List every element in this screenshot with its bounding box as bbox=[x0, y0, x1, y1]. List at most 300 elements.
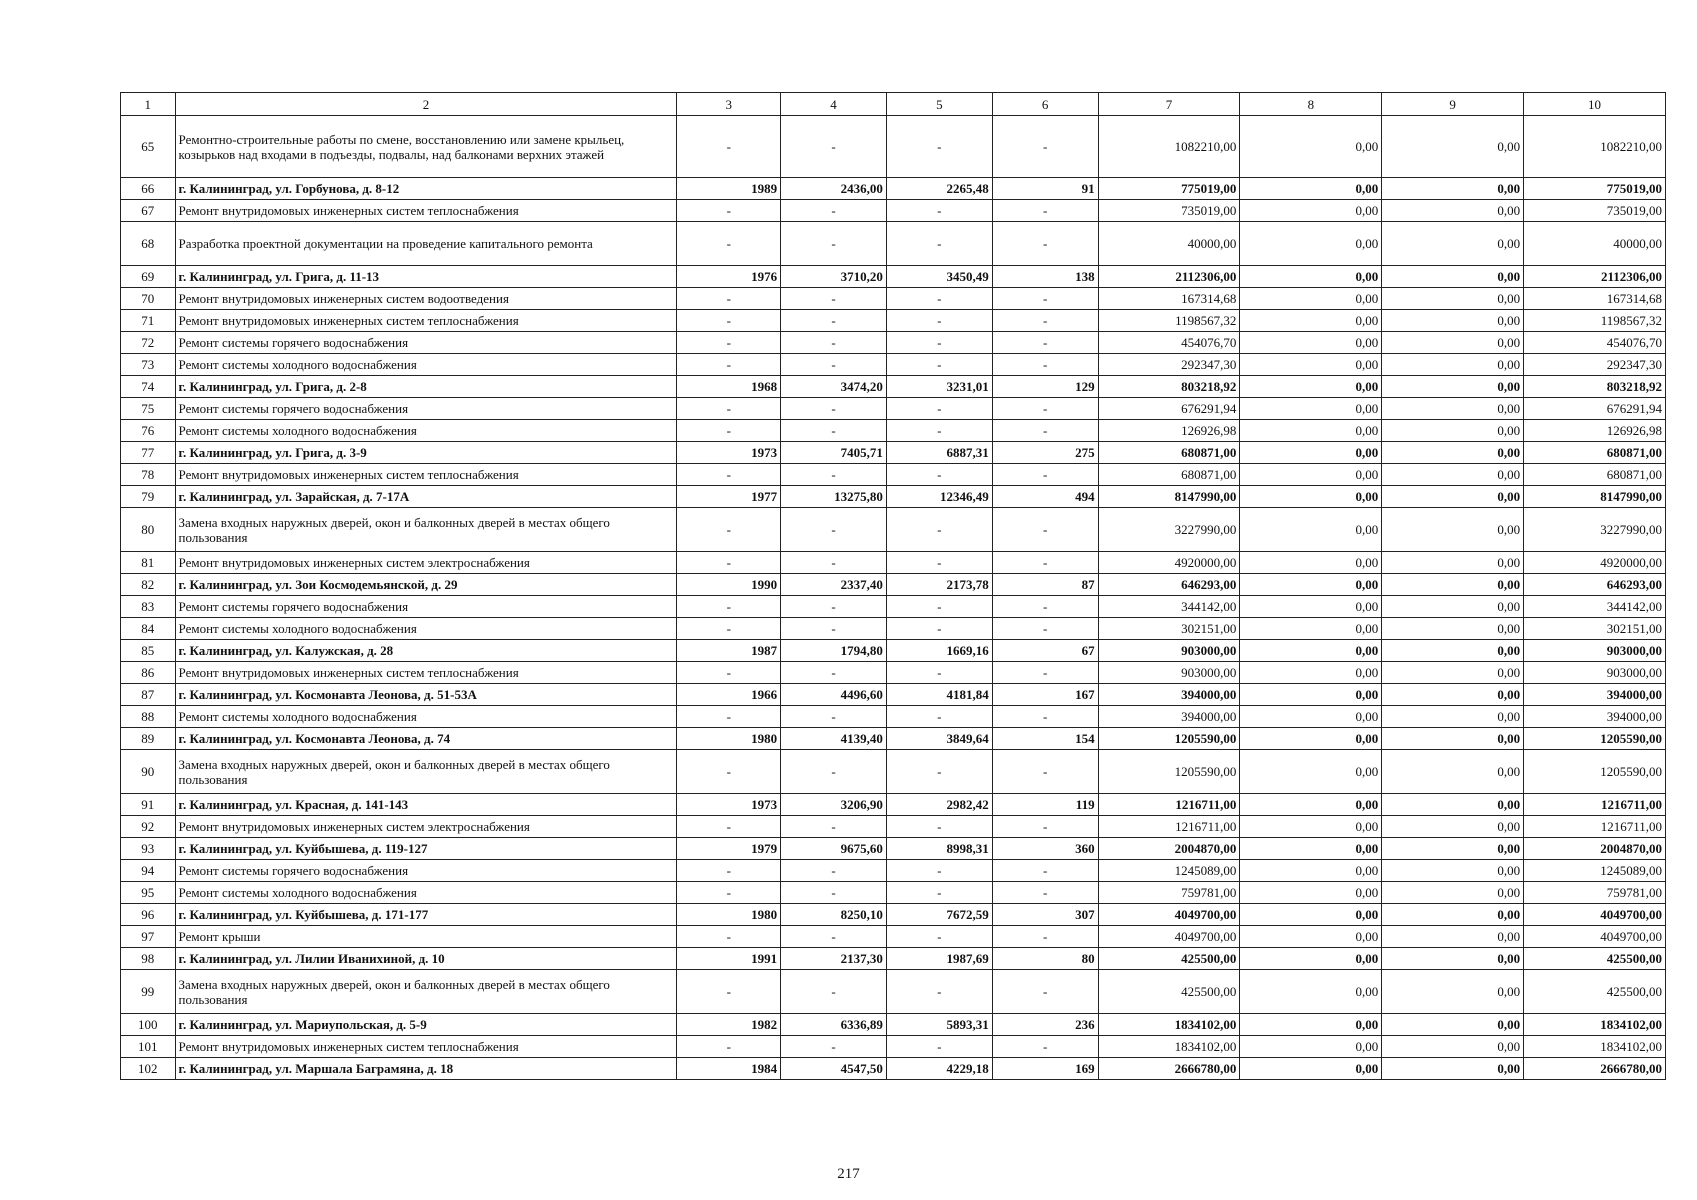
owners-funds-cell: 4049700,00 bbox=[1524, 926, 1666, 948]
area-total-cell: - bbox=[781, 116, 887, 178]
year-cell: - bbox=[677, 882, 781, 904]
fund-cell: 0,00 bbox=[1240, 1014, 1382, 1036]
budget-cell: 0,00 bbox=[1382, 904, 1524, 926]
header-cell-1: 1 bbox=[121, 93, 176, 116]
year-cell: - bbox=[677, 508, 781, 552]
residents-cell: - bbox=[992, 398, 1098, 420]
year-cell: - bbox=[677, 662, 781, 684]
row-number: 78 bbox=[121, 464, 176, 486]
fund-cell: 0,00 bbox=[1240, 618, 1382, 640]
area-living-cell: - bbox=[886, 222, 992, 266]
row-number: 66 bbox=[121, 178, 176, 200]
row-description: Ремонт внутридомовых инженерных систем теплоснабжения bbox=[175, 464, 677, 486]
row-number: 67 bbox=[121, 200, 176, 222]
residents-cell: 129 bbox=[992, 376, 1098, 398]
total-cost-cell: 394000,00 bbox=[1098, 684, 1240, 706]
row-description: г. Калининград, ул. Калужская, д. 28 bbox=[175, 640, 677, 662]
area-living-cell: - bbox=[886, 970, 992, 1014]
area-living-cell: 2173,78 bbox=[886, 574, 992, 596]
total-cost-cell: 3227990,00 bbox=[1098, 508, 1240, 552]
work-item-row bbox=[121, 332, 1666, 354]
year-cell: 1973 bbox=[677, 442, 781, 464]
area-living-cell: - bbox=[886, 116, 992, 178]
fund-cell: 0,00 bbox=[1240, 508, 1382, 552]
budget-cell: 0,00 bbox=[1382, 508, 1524, 552]
header-cell-6: 6 bbox=[992, 93, 1098, 116]
owners-funds-cell: 4920000,00 bbox=[1524, 552, 1666, 574]
residents-cell: 360 bbox=[992, 838, 1098, 860]
fund-cell: 0,00 bbox=[1240, 684, 1382, 706]
budget-cell: 0,00 bbox=[1382, 442, 1524, 464]
area-total-cell: - bbox=[781, 288, 887, 310]
fund-cell: 0,00 bbox=[1240, 596, 1382, 618]
row-number: 100 bbox=[121, 1014, 176, 1036]
area-total-cell: 4547,50 bbox=[781, 1058, 887, 1080]
total-cost-cell: 676291,94 bbox=[1098, 398, 1240, 420]
area-total-cell: - bbox=[781, 816, 887, 838]
owners-funds-cell: 1834102,00 bbox=[1524, 1036, 1666, 1058]
row-description: г. Калининград, ул. Мариупольская, д. 5-9 bbox=[175, 1014, 677, 1036]
fund-cell: 0,00 bbox=[1240, 332, 1382, 354]
area-living-cell: - bbox=[886, 1036, 992, 1058]
area-total-cell: - bbox=[781, 882, 887, 904]
address-row bbox=[121, 442, 1666, 464]
area-total-cell: - bbox=[781, 860, 887, 882]
year-cell: 1989 bbox=[677, 178, 781, 200]
area-living-cell: - bbox=[886, 706, 992, 728]
area-total-cell: - bbox=[781, 464, 887, 486]
area-living-cell: - bbox=[886, 398, 992, 420]
area-total-cell: 2337,40 bbox=[781, 574, 887, 596]
row-number: 88 bbox=[121, 706, 176, 728]
residents-cell: 67 bbox=[992, 640, 1098, 662]
work-item-row bbox=[121, 618, 1666, 640]
area-total-cell: 6336,89 bbox=[781, 1014, 887, 1036]
total-cost-cell: 735019,00 bbox=[1098, 200, 1240, 222]
address-row bbox=[121, 486, 1666, 508]
area-living-cell: - bbox=[886, 310, 992, 332]
area-living-cell: - bbox=[886, 552, 992, 574]
residents-cell: 307 bbox=[992, 904, 1098, 926]
owners-funds-cell: 1245089,00 bbox=[1524, 860, 1666, 882]
row-description: г. Калининград, ул. Грига, д. 11-13 bbox=[175, 266, 677, 288]
total-cost-cell: 1834102,00 bbox=[1098, 1014, 1240, 1036]
area-living-cell: 1669,16 bbox=[886, 640, 992, 662]
fund-cell: 0,00 bbox=[1240, 860, 1382, 882]
work-item-row bbox=[121, 860, 1666, 882]
total-cost-cell: 292347,30 bbox=[1098, 354, 1240, 376]
budget-cell: 0,00 bbox=[1382, 640, 1524, 662]
residents-cell: 275 bbox=[992, 442, 1098, 464]
budget-cell: 0,00 bbox=[1382, 860, 1524, 882]
work-item-row bbox=[121, 200, 1666, 222]
owners-funds-cell: 775019,00 bbox=[1524, 178, 1666, 200]
owners-funds-cell: 394000,00 bbox=[1524, 706, 1666, 728]
area-living-cell: - bbox=[886, 288, 992, 310]
area-living-cell: - bbox=[886, 662, 992, 684]
fund-cell: 0,00 bbox=[1240, 266, 1382, 288]
row-description: Ремонт системы горячего водоснабжения bbox=[175, 596, 677, 618]
area-living-cell: - bbox=[886, 618, 992, 640]
owners-funds-cell: 344142,00 bbox=[1524, 596, 1666, 618]
area-living-cell: - bbox=[886, 816, 992, 838]
year-cell: - bbox=[677, 860, 781, 882]
owners-funds-cell: 1198567,32 bbox=[1524, 310, 1666, 332]
total-cost-cell: 344142,00 bbox=[1098, 596, 1240, 618]
total-cost-cell: 759781,00 bbox=[1098, 882, 1240, 904]
row-number: 81 bbox=[121, 552, 176, 574]
row-description: Ремонт системы холодного водоснабжения bbox=[175, 882, 677, 904]
owners-funds-cell: 1834102,00 bbox=[1524, 1014, 1666, 1036]
budget-cell: 0,00 bbox=[1382, 926, 1524, 948]
area-living-cell: - bbox=[886, 354, 992, 376]
row-number: 77 bbox=[121, 442, 176, 464]
row-number: 102 bbox=[121, 1058, 176, 1080]
area-living-cell: 12346,49 bbox=[886, 486, 992, 508]
work-item-row bbox=[121, 1036, 1666, 1058]
fund-cell: 0,00 bbox=[1240, 948, 1382, 970]
area-living-cell: - bbox=[886, 926, 992, 948]
area-living-cell: 3849,64 bbox=[886, 728, 992, 750]
residents-cell: - bbox=[992, 882, 1098, 904]
fund-cell: 0,00 bbox=[1240, 288, 1382, 310]
total-cost-cell: 302151,00 bbox=[1098, 618, 1240, 640]
address-row bbox=[121, 838, 1666, 860]
budget-cell: 0,00 bbox=[1382, 332, 1524, 354]
work-item-row bbox=[121, 882, 1666, 904]
total-cost-cell: 903000,00 bbox=[1098, 640, 1240, 662]
fund-cell: 0,00 bbox=[1240, 464, 1382, 486]
row-description: Ремонтно-строительные работы по смене, восстановлению или замене крыльец, козырьков над входами в подъезды, подвалы, над балконами верхних этажей bbox=[175, 116, 677, 178]
residents-cell: - bbox=[992, 926, 1098, 948]
address-row bbox=[121, 1058, 1666, 1080]
year-cell: 1990 bbox=[677, 574, 781, 596]
year-cell: - bbox=[677, 552, 781, 574]
residents-cell: - bbox=[992, 596, 1098, 618]
area-total-cell: 3710,20 bbox=[781, 266, 887, 288]
residents-cell: - bbox=[992, 464, 1098, 486]
owners-funds-cell: 4049700,00 bbox=[1524, 904, 1666, 926]
year-cell: - bbox=[677, 1036, 781, 1058]
total-cost-cell: 1216711,00 bbox=[1098, 816, 1240, 838]
year-cell: 1991 bbox=[677, 948, 781, 970]
total-cost-cell: 2112306,00 bbox=[1098, 266, 1240, 288]
row-number: 94 bbox=[121, 860, 176, 882]
residents-cell: - bbox=[992, 354, 1098, 376]
row-description: Ремонт системы горячего водоснабжения bbox=[175, 860, 677, 882]
fund-cell: 0,00 bbox=[1240, 706, 1382, 728]
row-number: 86 bbox=[121, 662, 176, 684]
total-cost-cell: 4920000,00 bbox=[1098, 552, 1240, 574]
residents-cell: - bbox=[992, 1036, 1098, 1058]
year-cell: - bbox=[677, 354, 781, 376]
year-cell: 1987 bbox=[677, 640, 781, 662]
year-cell: - bbox=[677, 332, 781, 354]
area-total-cell: 8250,10 bbox=[781, 904, 887, 926]
owners-funds-cell: 1216711,00 bbox=[1524, 816, 1666, 838]
fund-cell: 0,00 bbox=[1240, 200, 1382, 222]
row-description: Ремонт системы холодного водоснабжения bbox=[175, 354, 677, 376]
fund-cell: 0,00 bbox=[1240, 794, 1382, 816]
row-number: 85 bbox=[121, 640, 176, 662]
residents-cell: 80 bbox=[992, 948, 1098, 970]
total-cost-cell: 1082210,00 bbox=[1098, 116, 1240, 178]
fund-cell: 0,00 bbox=[1240, 310, 1382, 332]
residents-cell: 154 bbox=[992, 728, 1098, 750]
year-cell: 1977 bbox=[677, 486, 781, 508]
area-total-cell: 3206,90 bbox=[781, 794, 887, 816]
total-cost-cell: 1245089,00 bbox=[1098, 860, 1240, 882]
address-row bbox=[121, 640, 1666, 662]
row-number: 71 bbox=[121, 310, 176, 332]
area-living-cell: 3450,49 bbox=[886, 266, 992, 288]
area-total-cell: 13275,80 bbox=[781, 486, 887, 508]
fund-cell: 0,00 bbox=[1240, 728, 1382, 750]
fund-cell: 0,00 bbox=[1240, 662, 1382, 684]
area-total-cell: - bbox=[781, 750, 887, 794]
year-cell: - bbox=[677, 200, 781, 222]
total-cost-cell: 1205590,00 bbox=[1098, 750, 1240, 794]
budget-cell: 0,00 bbox=[1382, 728, 1524, 750]
row-number: 93 bbox=[121, 838, 176, 860]
total-cost-cell: 4049700,00 bbox=[1098, 904, 1240, 926]
header-cell-3: 3 bbox=[677, 93, 781, 116]
fund-cell: 0,00 bbox=[1240, 222, 1382, 266]
fund-cell: 0,00 bbox=[1240, 442, 1382, 464]
header-cell-9: 9 bbox=[1382, 93, 1524, 116]
total-cost-cell: 40000,00 bbox=[1098, 222, 1240, 266]
owners-funds-cell: 680871,00 bbox=[1524, 442, 1666, 464]
total-cost-cell: 775019,00 bbox=[1098, 178, 1240, 200]
total-cost-cell: 167314,68 bbox=[1098, 288, 1240, 310]
area-total-cell: 4139,40 bbox=[781, 728, 887, 750]
row-description: Ремонт внутридомовых инженерных систем водоотведения bbox=[175, 288, 677, 310]
area-total-cell: 1794,80 bbox=[781, 640, 887, 662]
row-number: 96 bbox=[121, 904, 176, 926]
owners-funds-cell: 735019,00 bbox=[1524, 200, 1666, 222]
area-total-cell: - bbox=[781, 662, 887, 684]
row-description: г. Калининград, ул. Зои Космодемьянской, д. 29 bbox=[175, 574, 677, 596]
owners-funds-cell: 3227990,00 bbox=[1524, 508, 1666, 552]
budget-cell: 0,00 bbox=[1382, 838, 1524, 860]
address-row bbox=[121, 728, 1666, 750]
area-total-cell: - bbox=[781, 926, 887, 948]
budget-cell: 0,00 bbox=[1382, 398, 1524, 420]
budget-cell: 0,00 bbox=[1382, 618, 1524, 640]
area-total-cell: - bbox=[781, 552, 887, 574]
year-cell: - bbox=[677, 970, 781, 1014]
row-description: Ремонт внутридомовых инженерных систем электроснабжения bbox=[175, 552, 677, 574]
work-item-row bbox=[121, 222, 1666, 266]
budget-cell: 0,00 bbox=[1382, 464, 1524, 486]
residents-cell: - bbox=[992, 420, 1098, 442]
row-number: 70 bbox=[121, 288, 176, 310]
fund-cell: 0,00 bbox=[1240, 178, 1382, 200]
area-total-cell: 4496,60 bbox=[781, 684, 887, 706]
row-description: г. Калининград, ул. Лилии Иванихиной, д. 10 bbox=[175, 948, 677, 970]
area-living-cell: 7672,59 bbox=[886, 904, 992, 926]
address-row bbox=[121, 948, 1666, 970]
header-cell-7: 7 bbox=[1098, 93, 1240, 116]
area-living-cell: - bbox=[886, 882, 992, 904]
row-number: 83 bbox=[121, 596, 176, 618]
work-item-row bbox=[121, 552, 1666, 574]
row-number: 84 bbox=[121, 618, 176, 640]
residents-cell: - bbox=[992, 816, 1098, 838]
owners-funds-cell: 646293,00 bbox=[1524, 574, 1666, 596]
area-living-cell: 2265,48 bbox=[886, 178, 992, 200]
row-description: Ремонт внутридомовых инженерных систем теплоснабжения bbox=[175, 200, 677, 222]
total-cost-cell: 1198567,32 bbox=[1098, 310, 1240, 332]
budget-cell: 0,00 bbox=[1382, 574, 1524, 596]
budget-cell: 0,00 bbox=[1382, 1036, 1524, 1058]
residents-cell: 87 bbox=[992, 574, 1098, 596]
row-number: 73 bbox=[121, 354, 176, 376]
owners-funds-cell: 1205590,00 bbox=[1524, 728, 1666, 750]
fund-cell: 0,00 bbox=[1240, 486, 1382, 508]
budget-cell: 0,00 bbox=[1382, 178, 1524, 200]
work-item-row bbox=[121, 310, 1666, 332]
address-row bbox=[121, 1014, 1666, 1036]
owners-funds-cell: 394000,00 bbox=[1524, 684, 1666, 706]
row-description: г. Калининград, ул. Горбунова, д. 8-12 bbox=[175, 178, 677, 200]
owners-funds-cell: 292347,30 bbox=[1524, 354, 1666, 376]
residents-cell: - bbox=[992, 618, 1098, 640]
area-total-cell: - bbox=[781, 420, 887, 442]
fund-cell: 0,00 bbox=[1240, 926, 1382, 948]
work-item-row bbox=[121, 706, 1666, 728]
budget-cell: 0,00 bbox=[1382, 310, 1524, 332]
row-description: Ремонт системы горячего водоснабжения bbox=[175, 332, 677, 354]
table-header bbox=[121, 93, 1666, 116]
area-living-cell: 1987,69 bbox=[886, 948, 992, 970]
owners-funds-cell: 1216711,00 bbox=[1524, 794, 1666, 816]
total-cost-cell: 8147990,00 bbox=[1098, 486, 1240, 508]
row-description: г. Калининград, ул. Красная, д. 141-143 bbox=[175, 794, 677, 816]
total-cost-cell: 1834102,00 bbox=[1098, 1036, 1240, 1058]
owners-funds-cell: 2112306,00 bbox=[1524, 266, 1666, 288]
area-total-cell: - bbox=[781, 222, 887, 266]
total-cost-cell: 126926,98 bbox=[1098, 420, 1240, 442]
area-total-cell: - bbox=[781, 1036, 887, 1058]
fund-cell: 0,00 bbox=[1240, 354, 1382, 376]
fund-cell: 0,00 bbox=[1240, 904, 1382, 926]
area-living-cell: - bbox=[886, 464, 992, 486]
row-description: г. Калининград, ул. Грига, д. 2-8 bbox=[175, 376, 677, 398]
row-number: 99 bbox=[121, 970, 176, 1014]
area-total-cell: - bbox=[781, 398, 887, 420]
address-row bbox=[121, 794, 1666, 816]
residents-cell: - bbox=[992, 310, 1098, 332]
owners-funds-cell: 454076,70 bbox=[1524, 332, 1666, 354]
budget-cell: 0,00 bbox=[1382, 552, 1524, 574]
row-description: Ремонт внутридомовых инженерных систем теплоснабжения bbox=[175, 310, 677, 332]
budget-cell: 0,00 bbox=[1382, 486, 1524, 508]
row-number: 87 bbox=[121, 684, 176, 706]
fund-cell: 0,00 bbox=[1240, 838, 1382, 860]
work-item-row bbox=[121, 288, 1666, 310]
owners-funds-cell: 759781,00 bbox=[1524, 882, 1666, 904]
row-number: 69 bbox=[121, 266, 176, 288]
work-item-row bbox=[121, 816, 1666, 838]
row-number: 90 bbox=[121, 750, 176, 794]
year-cell: 1982 bbox=[677, 1014, 781, 1036]
residents-cell: 91 bbox=[992, 178, 1098, 200]
row-description: г. Калининград, ул. Космонавта Леонова, д. 51-53А bbox=[175, 684, 677, 706]
total-cost-cell: 646293,00 bbox=[1098, 574, 1240, 596]
total-cost-cell: 425500,00 bbox=[1098, 970, 1240, 1014]
total-cost-cell: 1205590,00 bbox=[1098, 728, 1240, 750]
area-living-cell: - bbox=[886, 200, 992, 222]
owners-funds-cell: 903000,00 bbox=[1524, 662, 1666, 684]
area-living-cell: - bbox=[886, 860, 992, 882]
budget-cell: 0,00 bbox=[1382, 750, 1524, 794]
budget-cell: 0,00 bbox=[1382, 882, 1524, 904]
residents-cell: - bbox=[992, 508, 1098, 552]
residents-cell: - bbox=[992, 970, 1098, 1014]
area-total-cell: - bbox=[781, 354, 887, 376]
year-cell: 1966 bbox=[677, 684, 781, 706]
row-description: г. Калининград, ул. Грига, д. 3-9 bbox=[175, 442, 677, 464]
area-total-cell: 3474,20 bbox=[781, 376, 887, 398]
budget-cell: 0,00 bbox=[1382, 706, 1524, 728]
year-cell: - bbox=[677, 706, 781, 728]
header-cell-8: 8 bbox=[1240, 93, 1382, 116]
work-item-row bbox=[121, 508, 1666, 552]
year-cell: - bbox=[677, 596, 781, 618]
owners-funds-cell: 1082210,00 bbox=[1524, 116, 1666, 178]
area-living-cell: 2982,42 bbox=[886, 794, 992, 816]
residents-cell: - bbox=[992, 332, 1098, 354]
fund-cell: 0,00 bbox=[1240, 750, 1382, 794]
owners-funds-cell: 126926,98 bbox=[1524, 420, 1666, 442]
header-cell-4: 4 bbox=[781, 93, 887, 116]
row-number: 74 bbox=[121, 376, 176, 398]
page-number: 217 bbox=[837, 1166, 860, 1182]
work-item-row bbox=[121, 970, 1666, 1014]
area-total-cell: - bbox=[781, 706, 887, 728]
year-cell: - bbox=[677, 926, 781, 948]
works-table bbox=[120, 92, 1666, 1080]
budget-cell: 0,00 bbox=[1382, 288, 1524, 310]
residents-cell: - bbox=[992, 706, 1098, 728]
area-total-cell: - bbox=[781, 332, 887, 354]
area-total-cell: - bbox=[781, 596, 887, 618]
owners-funds-cell: 40000,00 bbox=[1524, 222, 1666, 266]
address-row bbox=[121, 684, 1666, 706]
area-total-cell: - bbox=[781, 970, 887, 1014]
row-description: г. Калининград, ул. Зарайская, д. 7-17А bbox=[175, 486, 677, 508]
row-number: 75 bbox=[121, 398, 176, 420]
area-living-cell: - bbox=[886, 508, 992, 552]
row-number: 98 bbox=[121, 948, 176, 970]
row-description: Ремонт системы холодного водоснабжения bbox=[175, 420, 677, 442]
residents-cell: 119 bbox=[992, 794, 1098, 816]
year-cell: 1980 bbox=[677, 904, 781, 926]
area-living-cell: 8998,31 bbox=[886, 838, 992, 860]
owners-funds-cell: 425500,00 bbox=[1524, 970, 1666, 1014]
area-living-cell: 4229,18 bbox=[886, 1058, 992, 1080]
row-number: 91 bbox=[121, 794, 176, 816]
year-cell: - bbox=[677, 816, 781, 838]
area-living-cell: 4181,84 bbox=[886, 684, 992, 706]
row-number: 92 bbox=[121, 816, 176, 838]
row-number: 76 bbox=[121, 420, 176, 442]
total-cost-cell: 680871,00 bbox=[1098, 464, 1240, 486]
work-item-row bbox=[121, 354, 1666, 376]
fund-cell: 0,00 bbox=[1240, 816, 1382, 838]
total-cost-cell: 903000,00 bbox=[1098, 662, 1240, 684]
